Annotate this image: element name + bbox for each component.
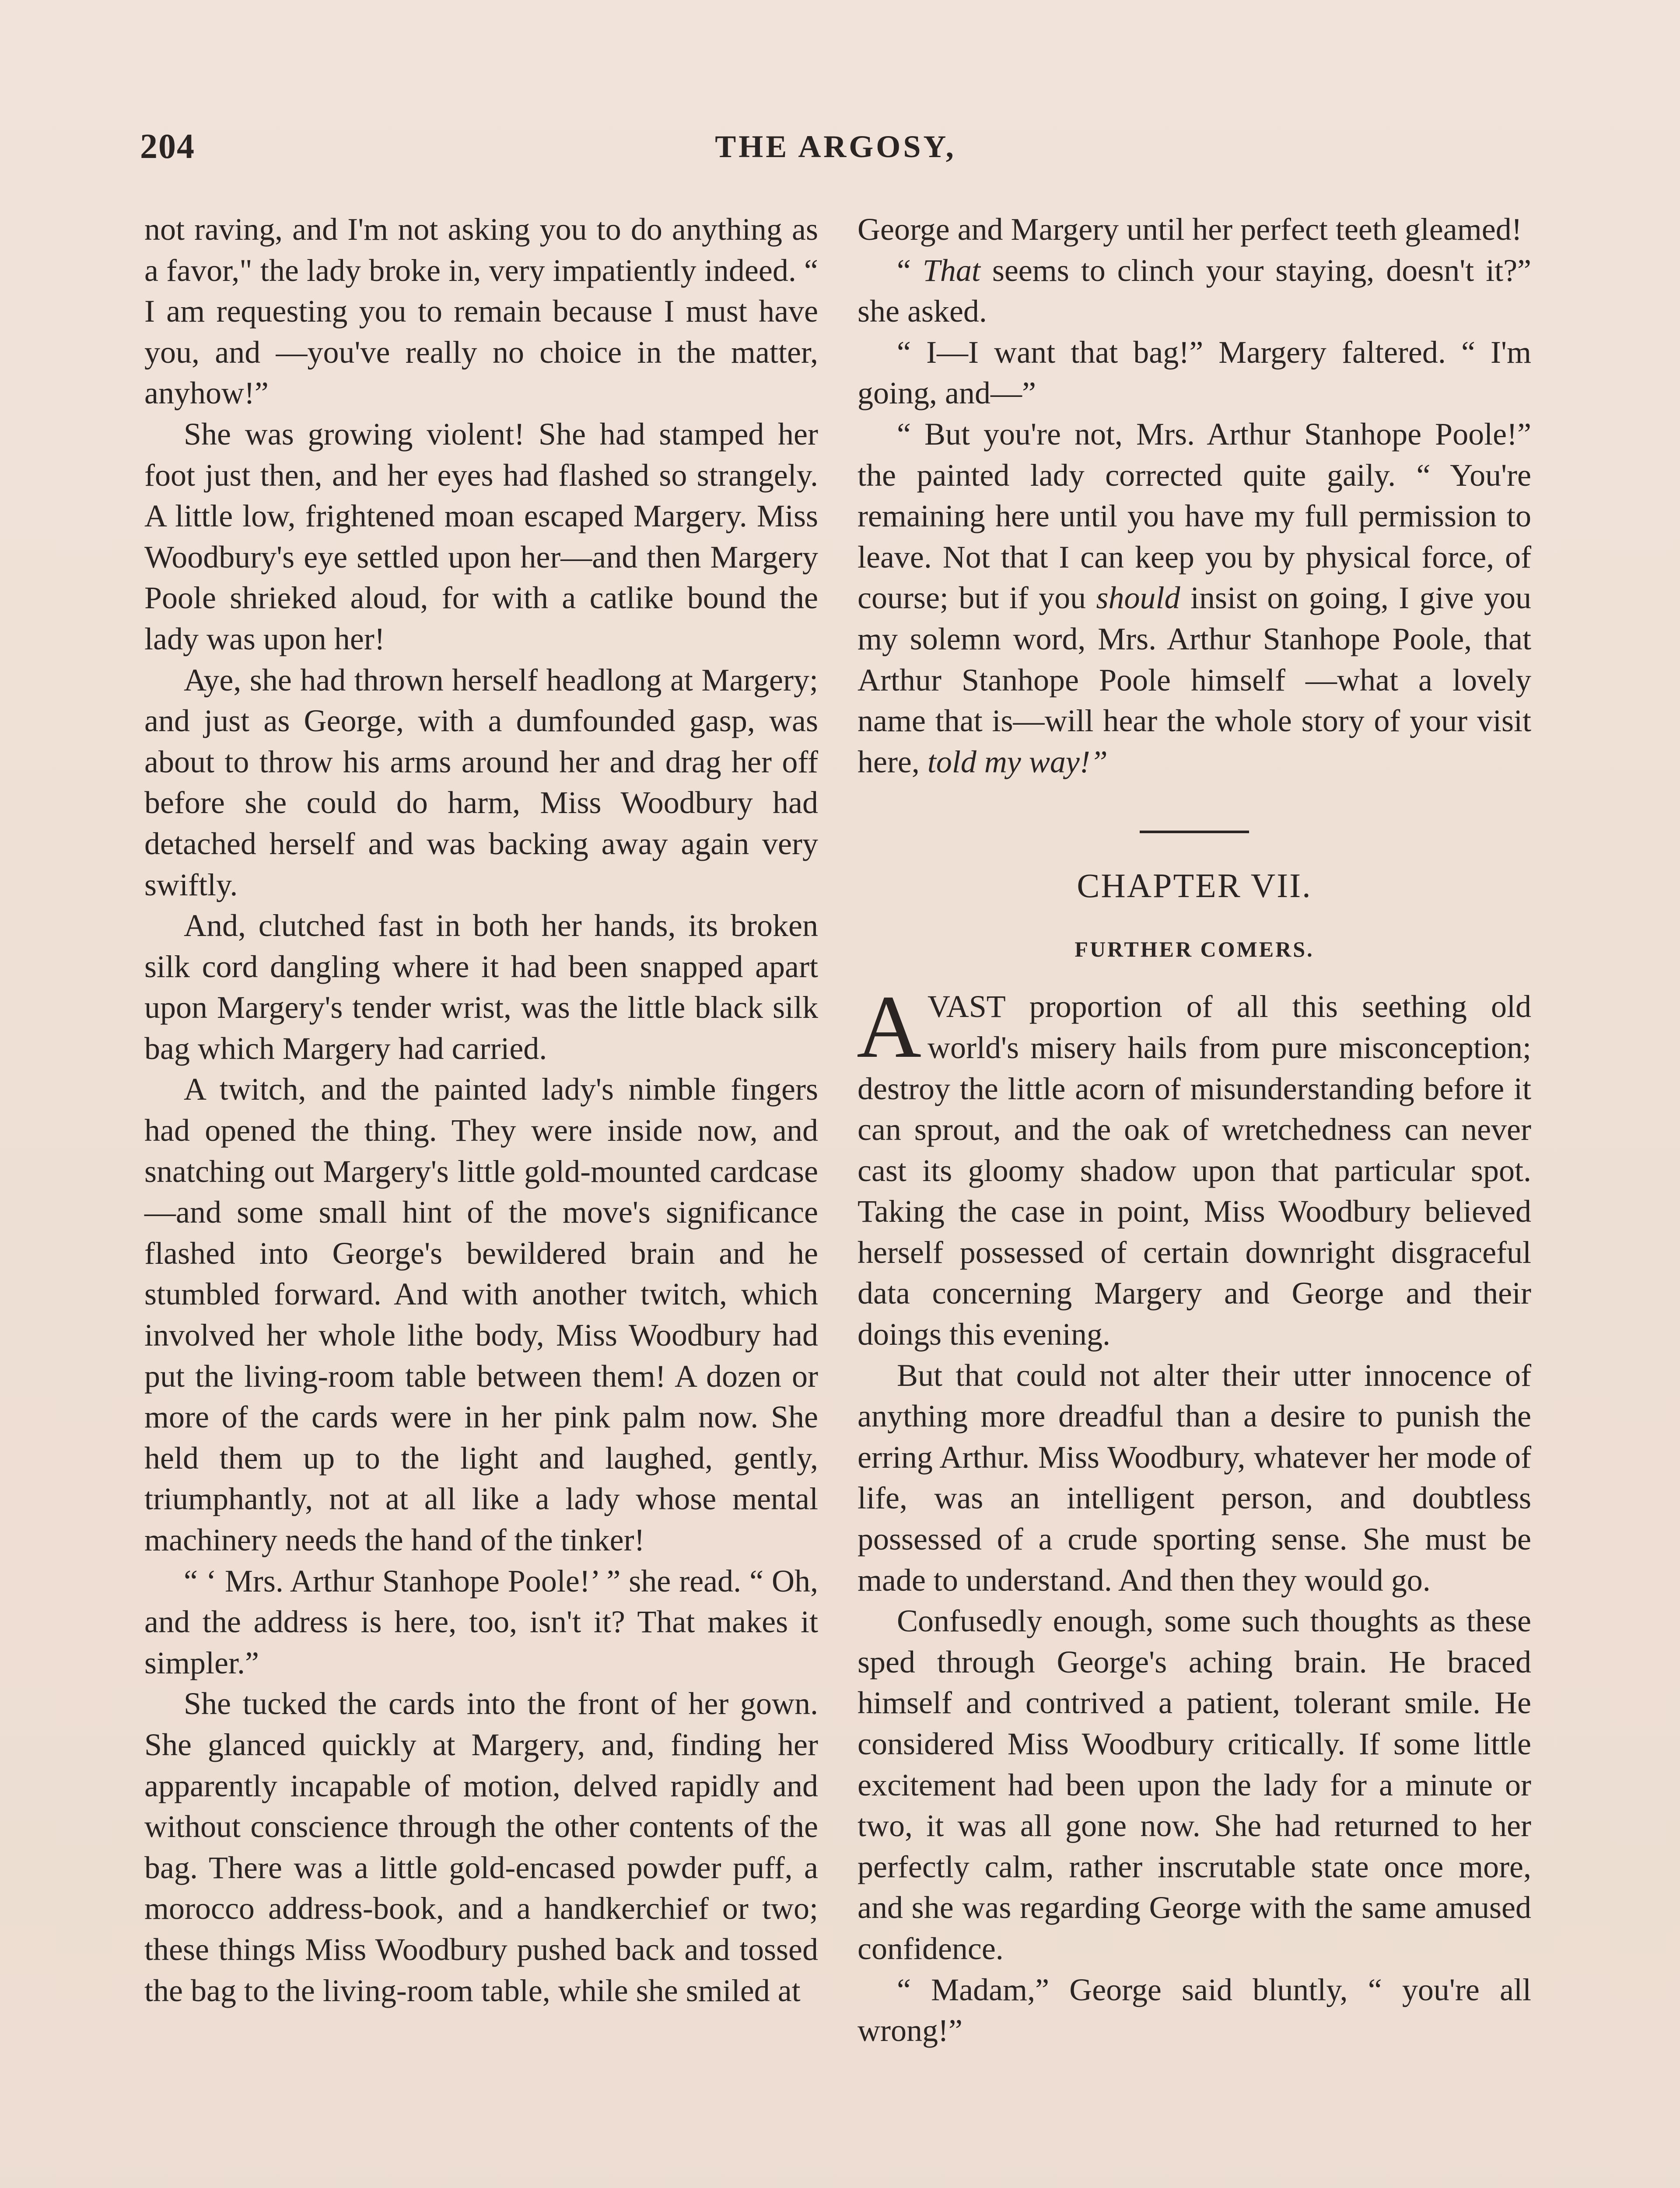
paragraph: “ ‘ Mrs. Arthur Stanhope Poole!’ ” she read. “ Oh, and the address is here, too, isn't it? That makes it simpler.” — [144, 1563, 818, 1680]
paragraph-text: seems to clinch your staying, doesn't it?” she asked. — [858, 252, 1531, 329]
paragraph-text: insist on going, I give you my solemn word, Mrs. Arthur Stanhope Poole, that Arthur Stanhope Poole himself —what a lovely name that is—will hear the whole story of your visit here, — [858, 580, 1531, 779]
paragraph: not raving, and I'm not asking you to do anything as a favor," the lady broke in, very impatiently indeed. “ I am requesting you to remain because I must have you, and —you've really no choice in the matter, anyhow!” — [144, 212, 818, 411]
paragraph: She was growing violent! She had stamped her foot just then, and her eyes had flashed so strangely. A little low, frightened moan escaped Margery. Miss Woodbury's eye settled upon her—and then Margery Poole shrieked aloud, for with a catlike bound the lady was upon her! — [144, 416, 818, 656]
paragraph — [858, 414, 1531, 782]
paragraph: A twitch, and the painted lady's nimble fingers had opened the thing. They were inside now, and snatching out Margery's little gold-mounted cardcase—and some small hint of the move's significance flashed into George's bewildered brain and he stumbled forward. And with another twitch, which involved her whole lithe body, Miss Woodbury had put the living-room table between them! A dozen or more of the cards were in her pink palm now. She held them up to the light and laughed, gently, triumphantly, not at all like a lady whose mental machinery needs the hand of the tinker! — [144, 1072, 818, 1557]
drop-cap: A — [857, 977, 922, 1077]
chapter-subtitle: FURTHER COMERS. — [1074, 937, 1314, 962]
page-number: 204 — [140, 127, 195, 166]
paragraph — [857, 977, 1531, 1355]
paragraph: Aye, she had thrown herself headlong at Margery; and just as George, with a dumfounded gasp, was about to throw his arms around her and drag her off before she could do harm, Miss Woodbury had detached herself and was backing away again very swiftly. — [144, 662, 818, 902]
page-header — [140, 127, 1531, 179]
paragraph: George and Margery until her perfect teeth gleamed! — [858, 212, 1522, 247]
paragraph: “ I—I want that bag!” Margery faltered. “ I'm going, and—” — [858, 334, 1531, 411]
paragraph-text: “ — [897, 252, 923, 288]
section-divider — [1140, 831, 1249, 833]
running-title: THE ARGOSY, — [715, 129, 956, 164]
paragraph: But that could not alter their utter innocence of anything more dreadful than a desire to punish the erring Arthur. Miss Woodbury, whatever her mode of life, was an intelligent person, and doubtless possessed of a crude sporting sense. She must be made to understand. And then they would go. — [858, 1357, 1531, 1598]
chapter-title: CHAPTER VII. — [1077, 866, 1312, 905]
emphasis-text: told my way!” — [927, 744, 1108, 779]
left-column — [144, 209, 818, 2011]
paragraph: Confusedly enough, some such thoughts as these sped through George's aching brain. He braced himself and contrived a patient, tolerant smile. He considered Miss Woodbury critically. If some little excitement had been upon the lady for a minute or two, it was all gone now. She had returned to her perfectly calm, rather inscrutable state once more, and she was regarding George with the same amused confidence. — [858, 1603, 1531, 1966]
paragraph-text: VAST proportion of all this seething old world's misery hails from pure misconception; destroy the little acorn of misunderstanding before it can sprout, and the oak of wretchedness can never cast its gloomy shadow upon that particular spot. Taking the case in point, Miss Woodbury believed herself possessed of certain downright disgraceful data concerning Margery and George and their doings this evening. — [858, 989, 1531, 1352]
emphasis-text: That — [922, 252, 980, 288]
right-column — [858, 209, 1531, 2051]
paragraph: She tucked the cards into the front of her gown. She glanced quickly at Margery, and, finding her apparently incapable of motion, delved rapidly and without conscience through the other contents of the bag. There was a little gold-encased powder puff, a morocco address-book, and a handkerchief or two; these things Miss Woodbury pushed back and tossed the bag to the living-room table, while she smiled at — [144, 1686, 818, 2008]
paragraph: And, clutched fast in both her hands, its broken silk cord dangling where it had been snapped apart upon Margery's tender wrist, was the little black silk bag which Margery had carried. — [144, 908, 818, 1066]
paragraph-text: “ But you're not, Mrs. Arthur Stanhope Poole!” the painted lady corrected quite gaily. “ You're remaining here until you have my full permission to leave. Not that I can keep you by physical force, of course; but if you — [858, 416, 1531, 616]
paragraph: “ Madam,” George said bluntly, “ you're all wrong!” — [858, 1972, 1531, 2048]
emphasis-text: should — [1096, 580, 1180, 616]
paragraph — [858, 250, 1531, 332]
